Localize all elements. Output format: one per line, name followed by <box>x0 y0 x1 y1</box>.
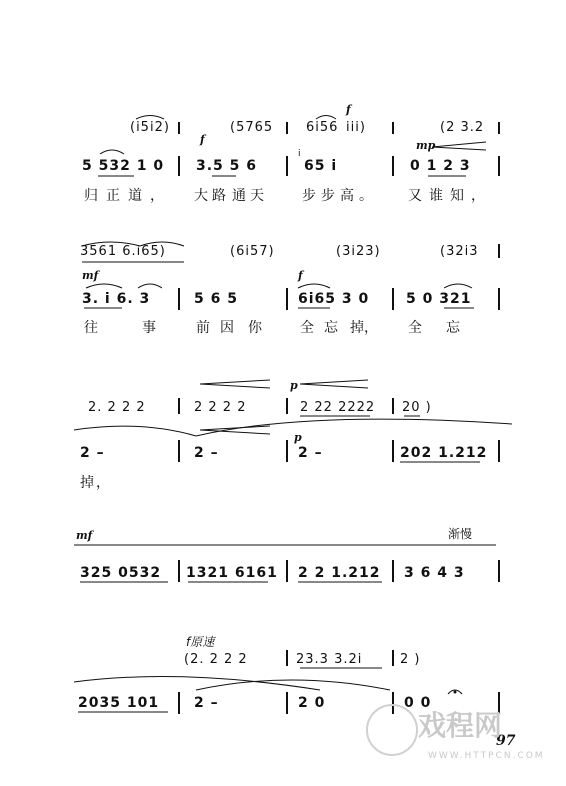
tempo-mark: 渐慢 <box>448 527 473 541</box>
melody-measure: 2 2 1.212 <box>298 565 381 581</box>
melody-measure: 3.5 5 6 <box>196 158 258 174</box>
lyric: 大路 <box>194 188 230 204</box>
dynamic-mark: p <box>294 431 302 444</box>
lyric: 全 <box>300 320 314 336</box>
accompaniment-line: (5765 <box>230 120 274 135</box>
accompaniment-line: 2. 2 2 2 <box>88 400 146 415</box>
accompaniment-line: 2 2 2 2 <box>194 400 247 415</box>
melody-measure: 2 – <box>80 445 105 461</box>
dynamic-mark: f <box>200 133 205 146</box>
melody-measure: 2 0 <box>298 695 326 711</box>
watermark-url: WWW.HTTPCN.COM <box>428 751 545 761</box>
dynamic-mark: mf <box>82 269 99 282</box>
melody-measure: 3. i 6. 3 <box>82 291 151 307</box>
lyric: 掉， <box>80 475 112 491</box>
melody-measure: 65 i <box>304 158 338 174</box>
accompaniment-line: (32i3 <box>440 244 479 259</box>
melody-measure: 0 0 <box>404 695 432 711</box>
melody-measure: 1321 6161 <box>186 565 278 581</box>
melody-measure: 6i65 3 0 <box>298 291 370 307</box>
accompaniment-line: iii) <box>346 120 366 135</box>
melody-measure: 325 0532 <box>80 565 162 581</box>
melody-measure: 3 6 4 3 <box>404 565 465 581</box>
accompaniment-line: 23.3 3.2i <box>296 652 363 667</box>
lyric: 前 <box>196 320 210 336</box>
accompaniment-line: (2 3.2 <box>440 120 485 135</box>
lyric: 又谁知， <box>408 188 492 204</box>
lyric: 忘 <box>446 320 460 336</box>
accompaniment-line: 6i56 <box>306 120 339 135</box>
lyric: 事 <box>142 320 156 336</box>
accompaniment-line: 2 22 2222 <box>300 400 376 415</box>
grace-note: i <box>298 149 302 159</box>
melody-measure: 202 1.212 <box>400 445 488 461</box>
lyric: 步步高。 <box>302 188 378 204</box>
lyric: 忘 <box>324 320 338 336</box>
accompaniment-line: (i5i2) <box>130 120 170 135</box>
melody-measure: 2 – <box>194 445 219 461</box>
lyric: 归正道， <box>84 188 172 204</box>
watermark-logo-icon <box>366 704 418 756</box>
dynamic-mark: f <box>346 103 351 116</box>
lyric: 掉， <box>350 320 378 336</box>
lyric: 你 <box>248 320 262 336</box>
accompaniment-line: (3i23) <box>336 244 381 259</box>
melody-measure: 2 – <box>298 445 323 461</box>
melody-measure: 0 1 2 3 <box>410 158 471 174</box>
lyric: 往 <box>84 320 98 336</box>
tempo-mark: f原速 <box>186 635 215 649</box>
dynamic-mark: f <box>298 269 303 282</box>
melody-measure: 2035 101 <box>78 695 160 711</box>
melody-measure: 5 6 5 <box>194 291 238 307</box>
dynamic-mark: p <box>290 379 298 392</box>
melody-measure: 2 – <box>194 695 219 711</box>
lyric: 通天 <box>232 188 268 204</box>
accompaniment-line: 20 ) <box>402 400 432 415</box>
watermark-brand: 戏程网 <box>418 709 503 742</box>
dynamic-mark: mf <box>76 529 93 542</box>
page-number: 97 <box>496 733 516 749</box>
accompaniment-line: 2 ) <box>400 652 421 667</box>
dynamic-mark: mp <box>416 139 436 152</box>
lyric: 全 <box>408 320 422 336</box>
accompaniment-line: 3561 6.i65) <box>80 244 166 259</box>
melody-measure: 5 532 1 0 <box>82 158 165 174</box>
accompaniment-line: (6i57) <box>230 244 275 259</box>
melody-measure: 5 0 321 <box>406 291 472 307</box>
accompaniment-line: (2. 2 2 2 <box>184 652 248 667</box>
lyric: 因 <box>220 320 234 336</box>
